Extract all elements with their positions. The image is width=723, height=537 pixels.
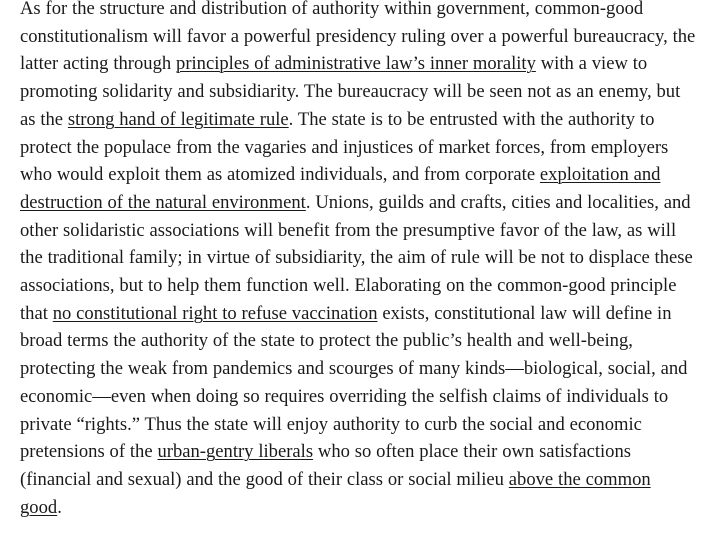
paragraph-text: with a view to promoting solidarity and subsidiarity. The bureaucracy will be seen not as an enemy, but as the xyxy=(20,53,681,130)
article-paragraph xyxy=(20,0,696,521)
paragraph-text: . xyxy=(57,496,62,518)
paragraph-text: As for the structure and distribution of authority within government, common-good constitutionalism will favor a powerful presidency ruling over a powerful bureaucracy, the latter acting through xyxy=(20,0,696,75)
link-no-right-to-refuse-vaccination[interactable]: no constitutional right to refuse vaccination xyxy=(52,302,378,324)
link-strong-hand-of-legitimate-rule[interactable]: strong hand of legitimate rule xyxy=(67,108,289,130)
paragraph-text: exists, constitutional law will define in broad terms the authority of the state to protect the public’s health and well-being, protecting the weak from pandemics and scourges of many kinds—biological, social, and economic—even when doing so requires overriding the selfish claims of individuals to private “rights.” Thus the state will enjoy authority to curb the social and economic pretensions of the xyxy=(20,302,688,463)
paragraph-text: who so often place their own satisfactions (financial and sexual) and the good of their class or social milieu xyxy=(20,441,631,490)
link-urban-gentry-liberals[interactable]: urban-gentry liberals xyxy=(157,441,314,463)
link-above-the-common-good[interactable]: above the common good xyxy=(20,468,651,518)
paragraph-text: . Unions, guilds and crafts, cities and localities, and other solidaristic associations will benefit from the presumptive favor of the law, as will the traditional family; in virtue of subsidiarity, the aim of rule will be not to displace these associations, but to help them function well. Elaborating on the common-good principle that xyxy=(20,191,693,324)
paragraph-text: . The state is to be entrusted with the authority to protect the populace from the vagaries and injustices of market forces, from employers who would exploit them as atomized individuals, and from corporate xyxy=(20,108,669,186)
link-administrative-law-inner-morality[interactable]: principles of administrative law’s inner morality xyxy=(176,53,536,75)
link-exploitation-of-natural-environment[interactable]: exploitation and destruction of the natural environment xyxy=(20,164,661,213)
